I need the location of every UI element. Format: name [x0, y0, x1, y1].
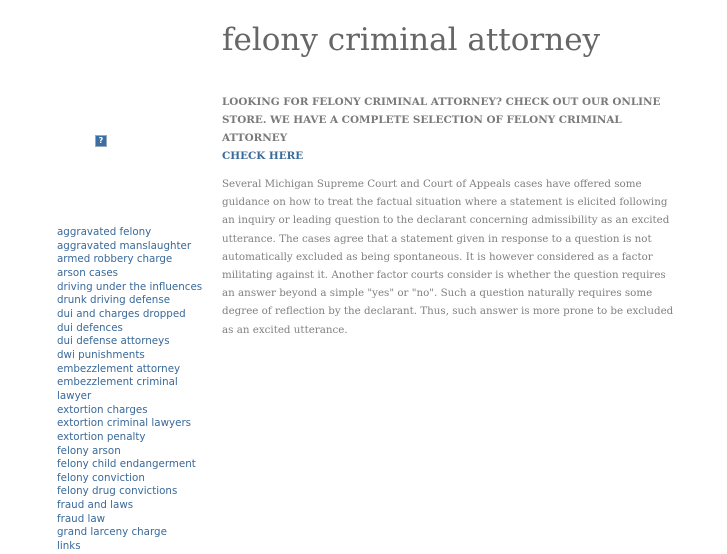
sidebar-link[interactable]: aggravated felony [57, 226, 152, 238]
sidebar-link[interactable]: armed robbery charge [57, 253, 173, 266]
sidebar-link[interactable]: felony conviction [57, 471, 145, 484]
sidebar-link[interactable]: felony drug convictions [57, 485, 178, 498]
sidebar [0, 0, 215, 553]
promo-text: LOOKING FOR FELONY CRIMINAL ATTORNEY? CHECK OUT OUR ONLINE STORE. WE HAVE A COMPLETE SELECTION OF FELONY CRIMINAL ATTORNEY [222, 96, 661, 144]
sidebar-link-list [57, 226, 207, 554]
sidebar-link[interactable]: fraud and laws [57, 499, 134, 512]
sidebar-link[interactable]: extortion charges [57, 403, 148, 416]
sidebar-link[interactable]: extortion criminal lawyers [57, 417, 192, 430]
broken-image-icon: ? [95, 135, 107, 147]
sidebar-link[interactable]: extortion penalty [57, 430, 146, 443]
sidebar-link[interactable]: drunk driving defense [57, 294, 171, 307]
check-here-link[interactable]: CHECK HERE [222, 150, 304, 162]
sidebar-link[interactable]: grand larceny charge [57, 526, 167, 539]
sidebar-link[interactable]: links [57, 540, 81, 553]
sidebar-link[interactable]: driving under the influences [57, 280, 203, 293]
sidebar-link[interactable]: arson cases [57, 266, 119, 279]
page-title: felony criminal attorney [222, 22, 601, 58]
sidebar-link[interactable]: dui defences [57, 321, 123, 334]
sidebar-link[interactable]: embezzlement attorney [57, 362, 181, 375]
article-body: Several Michigan Supreme Court and Court of Appeals cases have offered some guidance on how to treat the factual situation where a statement is elicited following an inquiry or leading question to the declarant concerning admissibility as an excited utterance. The cases agree that a statement given in response to a question is not automatically excluded as being spontaneous. It is however considered as a factor militating against it. Another factor courts consider is whether the question requires an answer beyond a simple "yes" or "no". Such a question naturally requires some degree of reflection by the declarant. Thus, such answer is more prone to be excluded as an excited utterance. [222, 178, 674, 336]
sidebar-link[interactable]: felony child endangerment [57, 458, 196, 471]
sidebar-link[interactable]: felony arson [57, 444, 121, 457]
sidebar-link[interactable]: dwi punishments [57, 348, 145, 361]
sidebar-link[interactable]: embezzlement criminal lawyer [57, 376, 178, 402]
sidebar-link[interactable]: fraud law [57, 512, 106, 525]
sidebar-link[interactable]: dui and charges dropped [57, 307, 186, 320]
sidebar-link[interactable]: dui defense attorneys [57, 335, 170, 348]
sidebar-link[interactable]: aggravated manslaughter [57, 239, 192, 252]
